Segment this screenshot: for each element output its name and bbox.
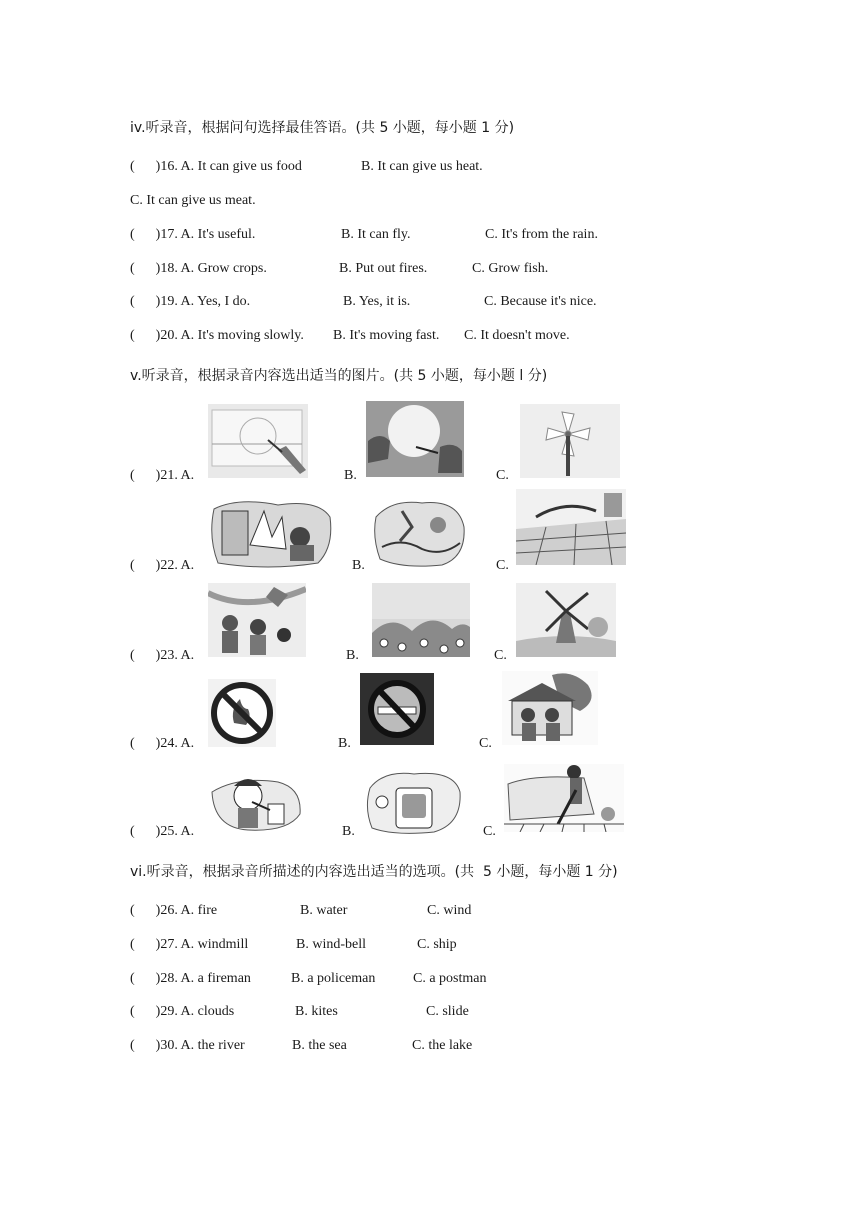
q18-option-b: B. Put out fires.: [339, 261, 428, 276]
q26-option-c: C. wind: [427, 903, 472, 918]
q25-option-b: B.: [342, 824, 355, 839]
q18-option-c: C. Grow fish.: [472, 261, 549, 276]
q24-option-a: ( )24. A.: [130, 736, 195, 751]
q17-option-b: B. It can fly.: [341, 227, 411, 242]
q23-option-b: B.: [346, 648, 359, 663]
q23-option-a: ( )23. A.: [130, 648, 195, 663]
q28-option-b: B. a policeman: [291, 971, 376, 986]
q20-option-c: C. It doesn't move.: [464, 328, 570, 343]
q23-option-c: C.: [494, 648, 507, 663]
q30-option-a: ( )30. A. the river: [130, 1038, 245, 1053]
q26-option-a: ( )26. A. fire: [130, 903, 218, 918]
q22-option-b: B.: [352, 558, 365, 573]
q29-option-c: C. slide: [426, 1004, 469, 1019]
section-v-heading: v.听录音，根据录音内容选出适当的图片。(共 5 小题，每小题 l 分): [130, 368, 548, 384]
q20-option-b: B. It's moving fast.: [333, 328, 440, 343]
q22-a-fire-picture: [208, 497, 334, 569]
q29-option-a: ( )29. A. clouds: [130, 1004, 235, 1019]
q24-c-house-fire-picture: [502, 671, 598, 745]
q30-option-c: C. the lake: [412, 1038, 473, 1053]
q25-option-a: ( )25. A.: [130, 824, 195, 839]
q27-option-b: B. wind-bell: [296, 937, 366, 952]
q28-option-c: C. a postman: [413, 971, 487, 986]
q26-option-b: B. water: [300, 903, 348, 918]
q25-b-washing-machine-picture: [364, 768, 464, 836]
q21-option-a: ( )21. A.: [130, 468, 195, 483]
q29-option-b: B. kites: [295, 1004, 338, 1019]
q27-option-c: C. ship: [417, 937, 457, 952]
q23-c-windmill-picture: [516, 583, 616, 657]
q16-option-b: B. It can give us heat.: [361, 159, 483, 174]
q21-c-pinwheel-picture: [520, 404, 620, 478]
q22-c-fields-picture: [516, 489, 626, 565]
q20-option-a: ( )20. A. It's moving slowly.: [130, 328, 304, 343]
q27-option-a: ( )27. A. windmill: [130, 937, 249, 952]
q30-option-b: B. the sea: [292, 1038, 347, 1053]
q25-c-sweeping-floor-picture: [504, 764, 624, 832]
q25-option-c: C.: [483, 824, 496, 839]
q24-b-no-smoking-sign-picture: [360, 673, 434, 745]
q22-option-c: C.: [496, 558, 509, 573]
q19-option-b: B. Yes, it is.: [343, 294, 411, 309]
q22-b-flood-picture: [372, 497, 466, 569]
q18-option-a: ( )18. A. Grow crops.: [130, 261, 267, 276]
q21-b-cutting-paper-picture: [366, 401, 464, 477]
q23-a-kids-kites-picture: [208, 583, 306, 657]
q24-a-no-fire-sign-picture: [208, 679, 276, 747]
q24-option-c: C.: [479, 736, 492, 751]
q21-a-drawing-circle-picture: [208, 404, 308, 478]
q16-option-c: C. It can give us meat.: [130, 193, 256, 208]
q28-option-a: ( )28. A. a fireman: [130, 971, 251, 986]
q19-option-c: C. Because it's nice.: [484, 294, 597, 309]
section-iv-heading: iv.听录音，根据问句选择最佳答语。(共 5 小题，每小题 1 分): [130, 120, 515, 136]
q17-option-a: ( )17. A. It's useful.: [130, 227, 256, 242]
q21-option-b: B.: [344, 468, 357, 483]
q24-option-b: B.: [338, 736, 351, 751]
q16-option-a: ( )16. A. It can give us food: [130, 159, 302, 174]
q23-b-flowers-picture: [372, 583, 470, 657]
q22-option-a: ( )22. A.: [130, 558, 195, 573]
q25-a-boy-brushing-teeth-picture: [208, 770, 304, 834]
section-vi-heading: vi.听录音，根据录音所描述的内容选出适当的选项。(共 5 小题，每小题 1 分): [130, 864, 618, 880]
q21-option-c: C.: [496, 468, 509, 483]
q17-option-c: C. It's from the rain.: [485, 227, 598, 242]
q19-option-a: ( )19. A. Yes, I do.: [130, 294, 251, 309]
